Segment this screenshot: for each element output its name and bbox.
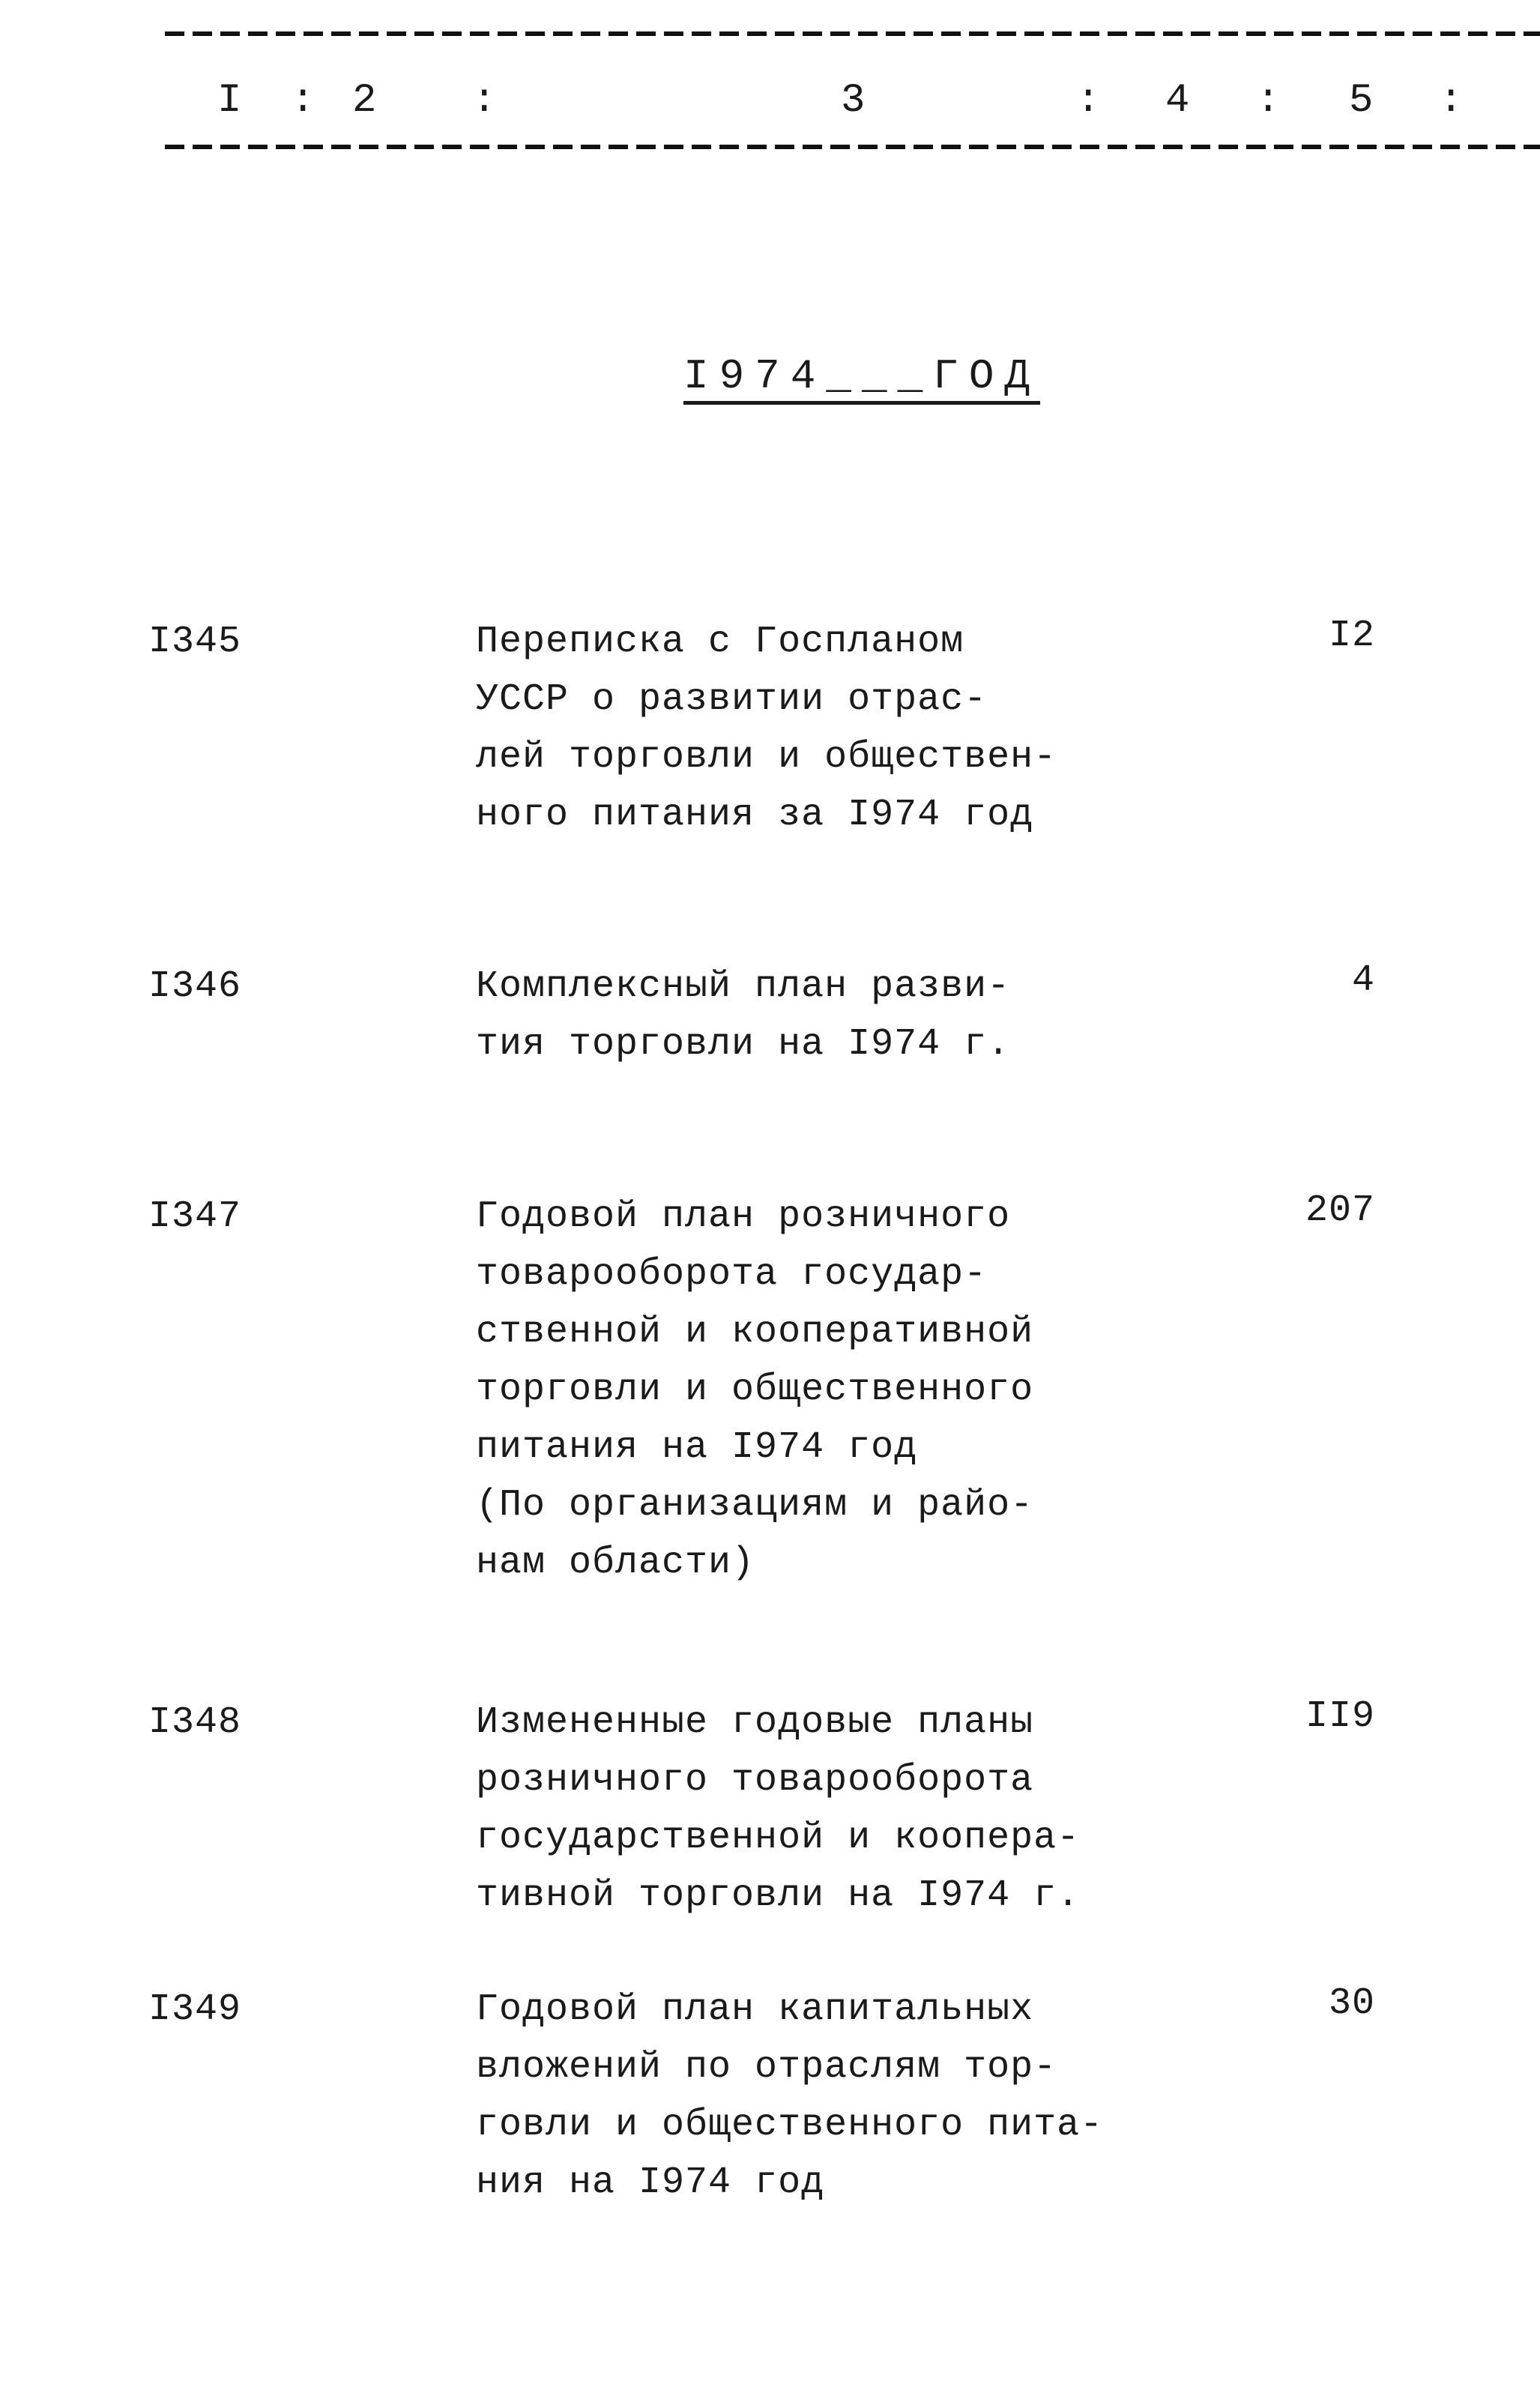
item-description bbox=[476, 958, 1010, 1073]
description-line: УССР о развитии отрас- bbox=[476, 678, 988, 721]
description-line: тивной торговли на I974 г. bbox=[476, 1874, 1081, 1917]
column-separator: : bbox=[291, 78, 315, 124]
column-1-label: I bbox=[217, 78, 242, 124]
description-line: вложений по отраслям тор- bbox=[476, 2046, 1057, 2089]
item-description bbox=[476, 1694, 1080, 1925]
description-line: торговли и общественного bbox=[476, 1369, 1034, 1411]
item-number: I346 bbox=[148, 965, 242, 1008]
column-3-label: 3 bbox=[841, 78, 866, 124]
description-line: (По организациям и райо- bbox=[476, 1484, 1034, 1527]
page-count: 207 bbox=[1305, 1189, 1375, 1232]
column-separator: : bbox=[472, 78, 497, 124]
item-description bbox=[476, 1188, 1033, 1592]
section-title bbox=[0, 352, 1540, 400]
page-count: II9 bbox=[1305, 1695, 1375, 1738]
description-line: Измененные годовые планы bbox=[476, 1701, 1034, 1744]
description-line: государственной и коопера- bbox=[476, 1817, 1081, 1859]
item-number: I345 bbox=[148, 621, 242, 663]
column-separator: : bbox=[1076, 78, 1101, 124]
description-line: товарооборота государ- bbox=[476, 1253, 988, 1296]
description-line: Комплексный план разви- bbox=[476, 965, 1011, 1008]
page-count: I2 bbox=[1328, 615, 1375, 657]
item-number: I348 bbox=[148, 1701, 242, 1744]
page-count: 4 bbox=[1351, 959, 1375, 1002]
column-separator: : bbox=[1439, 78, 1464, 124]
description-line: лей торговли и обществен- bbox=[476, 736, 1057, 779]
column-4-label: 4 bbox=[1165, 78, 1190, 124]
description-line: Годовой план розничного bbox=[476, 1195, 1011, 1238]
description-line: розничного товарооборота bbox=[476, 1759, 1034, 1802]
description-line: говли и общественного пита- bbox=[476, 2104, 1104, 2146]
header-top-rule bbox=[165, 31, 1540, 36]
description-line: ного питания за I974 год bbox=[476, 794, 1034, 836]
description-line: нам области) bbox=[476, 1542, 755, 1584]
description-line: ния на I974 год bbox=[476, 2161, 825, 2204]
item-number: I347 bbox=[148, 1195, 242, 1238]
column-5-label: 5 bbox=[1349, 78, 1374, 124]
section-title-text: I974___ГОД bbox=[683, 352, 1041, 400]
column-2-label: 2 bbox=[352, 78, 377, 124]
item-description bbox=[476, 613, 1057, 844]
description-line: Переписка с Госпланом bbox=[476, 621, 964, 663]
description-line: Годовой план капитальных bbox=[476, 1988, 1034, 2031]
page-count: 30 bbox=[1328, 1982, 1375, 2025]
item-number: I349 bbox=[148, 1988, 242, 2031]
description-line: ственной и кооперативной bbox=[476, 1311, 1034, 1354]
item-description bbox=[476, 1981, 1103, 2212]
column-separator: : bbox=[1256, 78, 1281, 124]
header-bottom-rule bbox=[165, 145, 1540, 149]
description-line: питания на I974 год bbox=[476, 1426, 918, 1469]
description-line: тия торговли на I974 г. bbox=[476, 1023, 1011, 1066]
